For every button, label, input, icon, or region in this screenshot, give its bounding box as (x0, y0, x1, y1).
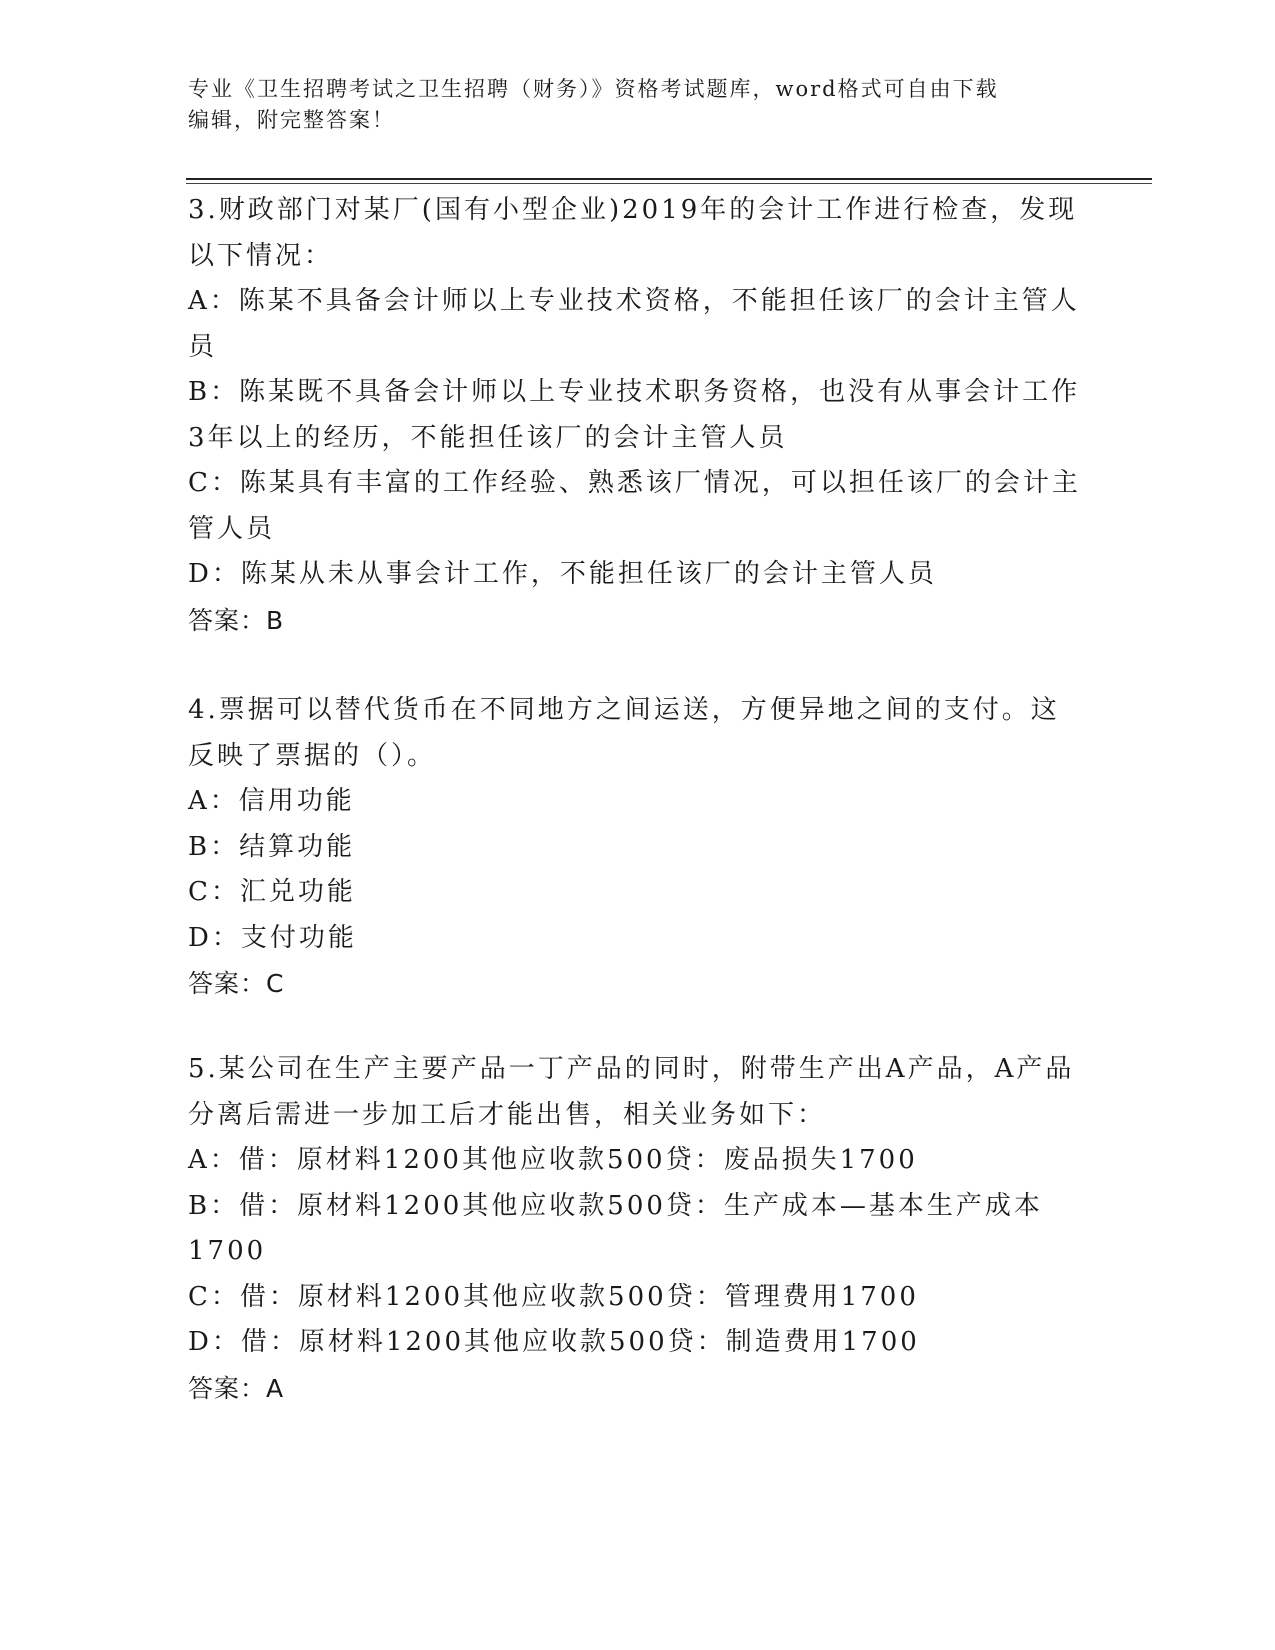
question-4 (188, 688, 1088, 1007)
option-b: B：结算功能 (188, 831, 356, 862)
answer-label: 答案：A (188, 1373, 285, 1403)
question-stem-line: 5.某公司在生产主要产品一丁产品的同时，附带生产出A产品，A产品 (188, 1054, 1075, 1084)
option-d: D：支付功能 (188, 922, 357, 953)
option-b: B：借：原材料1200其他应收款500贷：生产成本—基本生产成本 (188, 1190, 1043, 1221)
question-stem-line: 以下情况： (188, 240, 334, 271)
document-header (188, 74, 1088, 136)
question-3 (188, 188, 1088, 643)
option-a: A：借：原材料1200其他应收款500贷：废品损失1700 (188, 1145, 918, 1175)
header-title-line: 专业《卫生招聘考试之卫生招聘（财务）》资格考试题库，word格式可自由下载 (188, 77, 999, 101)
option-d: D：借：原材料1200其他应收款500贷：制造费用1700 (188, 1327, 920, 1357)
answer-label: 答案：C (188, 969, 285, 998)
answer-label: 答案：B (188, 605, 285, 635)
option-b: B：陈某既不具备会计师以上专业技术职务资格，也没有从事会计工作 (188, 377, 1081, 407)
option-a-continued: 员 (188, 331, 218, 362)
option-a: A：陈某不具备会计师以上专业技术资格，不能担任该厂的会计主管人 (188, 286, 1080, 316)
option-c: C：借：原材料1200其他应收款500贷：管理费用1700 (188, 1281, 919, 1312)
option-c: C：汇兑功能 (188, 877, 356, 907)
option-c: C：陈某具有丰富的工作经验、熟悉该厂情况，可以担任该厂的会计主 (188, 468, 1081, 498)
option-c-continued: 管人员 (188, 513, 276, 544)
option-b-continued: 1700 (188, 1236, 267, 1266)
question-stem-line: 3.财政部门对某厂(国有小型企业)2019年的会计工作进行检查，发现 (188, 195, 1078, 225)
question-stem-line: 分离后需进一步加工后才能出售，相关业务如下： (188, 1099, 827, 1130)
header-title-line-2: 编辑，附完整答案！ (188, 108, 395, 132)
question-stem-line: 反映了票据的（）。 (188, 740, 437, 771)
header-divider-thick (186, 178, 1152, 180)
option-d: D：陈某从未从事会计工作，不能担任该厂的会计主管人员 (188, 559, 937, 589)
question-stem-line: 4.票据可以替代货币在不同地方之间运送，方便异地之间的支付。这 (188, 695, 1060, 725)
option-a: A：信用功能 (188, 786, 355, 816)
header-divider-thin (186, 183, 1152, 184)
option-b-continued: 3年以上的经历，不能担任该厂的会计主管人员 (188, 422, 788, 453)
question-5 (188, 1047, 1088, 1411)
